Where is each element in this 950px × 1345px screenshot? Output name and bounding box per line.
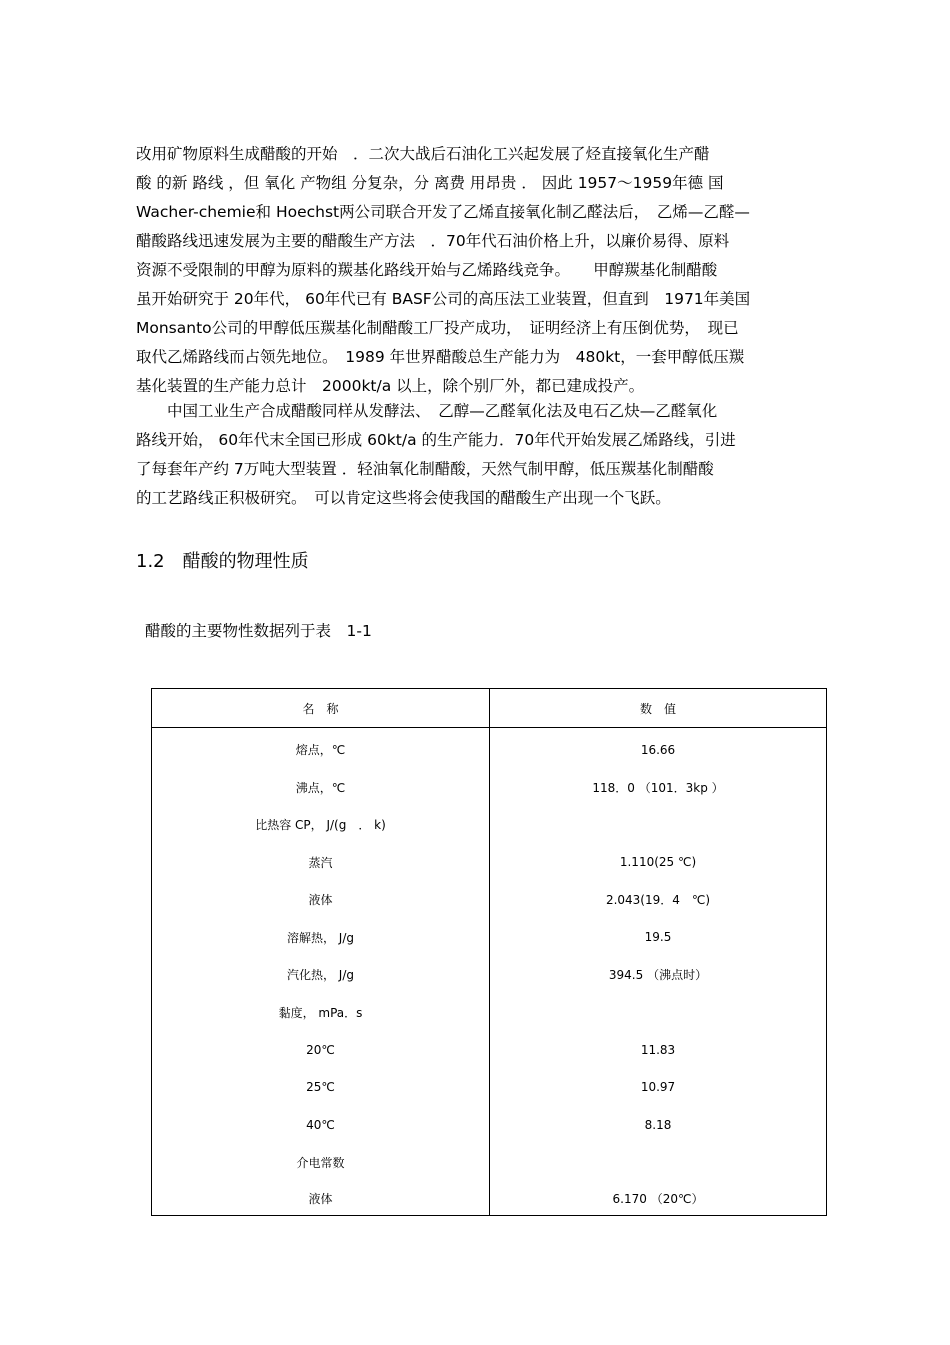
property-value: 19.5 [644, 930, 672, 945]
text-line: 醋酸路线迅速发展为主要的醋酸生产方法 ．70年代石油价格上升，以廉价易得、原料 [136, 232, 730, 250]
table-row [152, 844, 827, 882]
property-name: 比热容 CP， J/(g ． k) [152, 806, 490, 844]
text-line: 的工艺路线正积极研究。 可以肯定这些将会使我国的醋酸生产出现一个飞跃。 [136, 489, 671, 507]
text-line: 改用矿物原料生成醋酸的开始 ．二次大战后石油化工兴起发展了烃直接氧化生产醋 [136, 145, 710, 163]
property-name: 20℃ [152, 1031, 490, 1069]
property-name: 介电常数 [152, 1144, 490, 1182]
table-row [152, 956, 827, 994]
text-line: 酸 的新 路线 ，但 氧化 产物组 分复杂，分 离费 用昂贵 ． 因此 1957～1959年德 国 [136, 174, 724, 192]
header-value: 数 值 [490, 689, 827, 728]
text-line: Wacher-chemie和 Hoechst两公司联合开发了乙烯直接氧化制乙醛法后， 乙烯—乙醛— [136, 203, 750, 221]
paragraph-history [136, 140, 836, 401]
property-value: 2.043(19．4 ℃) [605, 893, 711, 908]
property-value: 394.5 （沸点时） [608, 968, 708, 983]
text-line: 中国工业生产合成醋酸同样从发酵法、 乙醇—乙醛氧化法及电石乙炔—乙醛氧化 [136, 402, 718, 420]
property-name: 液体 [152, 1181, 490, 1216]
property-name: 25℃ [152, 1069, 490, 1107]
text-line: 基化装置的生产能力总计 2000kt/a 以上，除个别厂外，都已建成投产。 [136, 377, 645, 395]
table-row [152, 919, 827, 957]
text-line: 资源不受限制的甲醇为原料的羰基化路线开始与乙烯路线竞争。 甲醇羰基化制醋酸 [136, 261, 718, 279]
property-value: 1.110(25 ℃) [619, 855, 697, 870]
paragraph-china-industry [136, 397, 836, 513]
property-value [490, 806, 827, 844]
table-row [152, 1106, 827, 1144]
table-row [152, 769, 827, 807]
property-name: 溶解热， J/g [152, 919, 490, 957]
property-name: 熔点，℃ [152, 728, 490, 769]
text-line: Monsanto公司的甲醇低压羰基化制醋酸工厂投产成功， 证明经济上有压倒优势， 现已 [136, 319, 739, 337]
section-heading: 1.2 醋酸的物理性质 [136, 551, 309, 572]
property-value: 8.18 [644, 1117, 672, 1132]
table-row [152, 728, 827, 769]
property-value [490, 1144, 827, 1182]
table-header-row [152, 689, 827, 728]
table-caption: 醋酸的主要物性数据列于表 1-1 [145, 622, 372, 640]
table-row [152, 881, 827, 919]
table-row [152, 1144, 827, 1182]
property-name: 液体 [152, 881, 490, 919]
property-value: 6.170 （20℃） [612, 1191, 704, 1206]
table-row [152, 806, 827, 844]
table-row [152, 1031, 827, 1069]
text-line: 路线开始， 60年代末全国已形成 60kt/a 的生产能力．70年代开始发展乙烯路线，引进 [136, 431, 736, 449]
property-name: 40℃ [152, 1106, 490, 1144]
property-name: 汽化热， J/g [152, 956, 490, 994]
table-row [152, 994, 827, 1032]
property-value: 16.66 [640, 742, 676, 757]
header-name: 名 称 [152, 689, 490, 728]
text-line: 取代乙烯路线而占领先地位。 1989 年世界醋酸总生产能力为 480kt，一套甲醇低压羰 [136, 348, 745, 366]
property-name: 黏度， mPa．s [152, 994, 490, 1032]
property-name: 沸点，℃ [152, 769, 490, 807]
property-value: 118．0 （101．3kp ） [592, 780, 724, 795]
properties-table [151, 688, 827, 1216]
property-name: 蒸汽 [152, 844, 490, 882]
property-value [490, 994, 827, 1032]
table-row [152, 1181, 827, 1216]
text-line: 虽开始研究于 20年代， 60年代已有 BASF公司的高压法工业装置，但直到 1971年美国 [136, 290, 751, 308]
property-value: 10.97 [640, 1080, 676, 1095]
table-row [152, 1069, 827, 1107]
property-value: 11.83 [640, 1042, 676, 1057]
text-line: 了每套年产约 7万吨大型装置 ．轻油氧化制醋酸，天然气制甲醇，低压羰基化制醋酸 [136, 460, 714, 478]
